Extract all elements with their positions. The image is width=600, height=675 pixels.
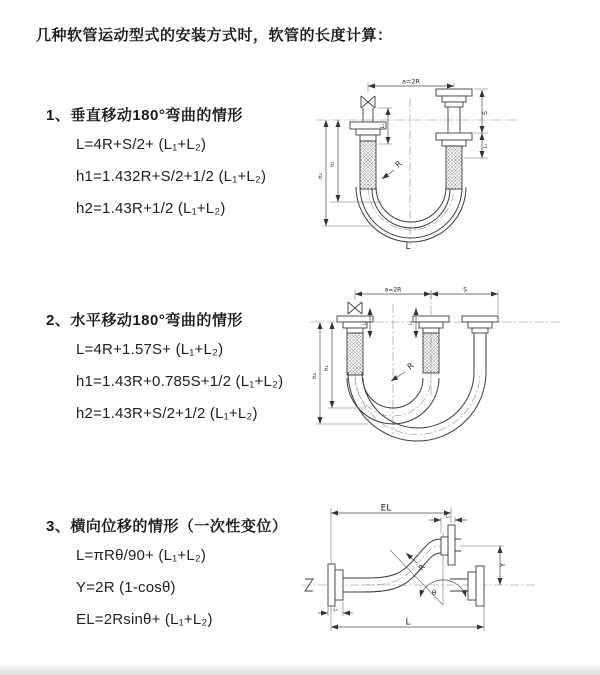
dim-label-l1: L₁ [381, 123, 386, 129]
flange [436, 89, 472, 96]
formula-line: L=4R+1.57S+ (L₁+L₂) [76, 341, 224, 358]
dim-label-h2: h₂ [312, 373, 318, 379]
right-pipe-assembly [436, 89, 472, 189]
section-2-heading: 2、水平移动180°弯曲的情形 [46, 312, 243, 329]
dim-label-l1: L₁ [445, 515, 451, 520]
diagram-lateral-displacement [298, 503, 583, 645]
dim-label-y: Y [499, 562, 507, 568]
diagram-vertical-180-bend [312, 76, 562, 256]
braided-hose-section [360, 141, 376, 189]
formula-line: h1=1.432R+S/2+1/2 (L₁+L₂) [76, 168, 267, 185]
formula-line: h2=1.43R+1/2 (L₁+L₂) [76, 200, 226, 217]
dim-label-l1: L₁ [409, 320, 414, 326]
section-1-heading: 1、垂直移动180°弯曲的情形 [46, 107, 243, 124]
bottom-right-flange-assembly [450, 566, 484, 606]
formula-line: L=4R+S/2+ (L₁+L₂) [76, 136, 207, 153]
top-right-flange-assembly [441, 525, 461, 565]
dimensions [312, 287, 498, 425]
hose-u-arcs [356, 187, 466, 242]
radius-label: R [416, 562, 427, 573]
right-flange-assembly [462, 316, 498, 333]
valve-icon [348, 302, 362, 314]
dim-label-a2r: a=2R [401, 77, 421, 86]
left-pipe-assembly [350, 96, 386, 189]
length-label: L [405, 617, 411, 628]
hose-u-arcs [347, 333, 486, 441]
flange [448, 525, 455, 565]
page-title: 几种软管运动型式的安装方式时，软管的长度计算： [36, 27, 393, 44]
page-edge-shadow [0, 666, 600, 675]
dim-label-l1: L₁ [484, 143, 489, 149]
dim-label-s: S [463, 286, 467, 294]
angle-label: θ [431, 589, 437, 597]
radius-label: R [393, 159, 404, 170]
flange [328, 564, 335, 606]
braided-hose-section [446, 146, 462, 189]
formula-line: EL=2Rsinθ+ (L₁+L₂) [76, 611, 213, 628]
dim-label-a2r: a=2R [384, 286, 402, 294]
centerlines [316, 98, 518, 244]
braided-hose-section [423, 333, 439, 373]
formula-line: L=πRθ/90+ (L₁+L₂) [76, 547, 207, 564]
flange [462, 316, 498, 322]
braided-hose-section [347, 333, 363, 375]
flange [476, 566, 484, 606]
middle-pipe-assembly [413, 316, 449, 373]
dim-label-s: S [482, 111, 489, 115]
formula-line: Y=2R (1-cosθ) [76, 579, 176, 596]
valve-icon [361, 96, 375, 108]
left-pipe-assembly [337, 302, 373, 375]
dim-label-el: EL [380, 503, 392, 514]
flange [413, 316, 449, 322]
radius-label: R [405, 361, 416, 372]
diagram-horizontal-180-bend [308, 284, 573, 446]
dim-label-h1: h₁ [330, 161, 336, 167]
formula-line: h1=1.43R+0.785S+1/2 (L₁+L₂) [76, 373, 284, 390]
dim-label-l1: L₁ [363, 320, 368, 326]
dim-label-h1: h₁ [324, 365, 330, 371]
section-3-heading: 3、横向位移的情形（一次性变位） [46, 518, 288, 535]
dim-label-h2: h₂ [318, 173, 324, 179]
formula-line: h2=1.43R+S/2+1/2 (L₁+L₂) [76, 405, 258, 422]
dim-label-l1: L₁ [333, 608, 338, 613]
length-label: L [405, 242, 411, 252]
